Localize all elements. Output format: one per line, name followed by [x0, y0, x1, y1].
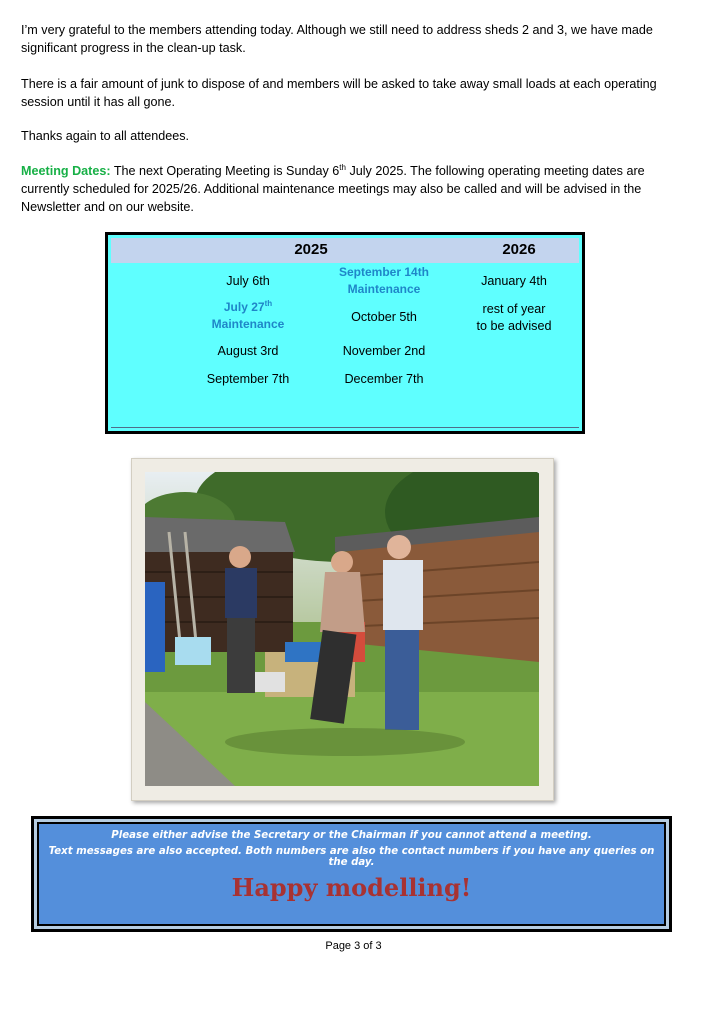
date-september-14: September 14th — [338, 265, 430, 279]
date-july-27-sup: th — [264, 299, 273, 308]
maintenance-note-september: Maintenance — [347, 282, 421, 296]
rest-of-year-note — [454, 301, 574, 335]
maintenance-note-july: Maintenance — [211, 317, 285, 331]
page-number: Page 3 of 3 — [325, 940, 382, 952]
meeting-dates-text-b: July 2025. The following operating meeting dates are currently scheduled for 2025/26. Additional maintenance meetings may also be called and will be advised in the Newsletter and on our website. — [21, 164, 645, 214]
date-october-5: October 5th — [351, 310, 417, 324]
contact-notice-line1: Please either advise the Secretary or the Chairman if you cannot attend a meeting. — [111, 830, 592, 841]
meeting-dates-text-a: The next Operating Meeting is Sunday 6 — [110, 164, 340, 178]
paragraph-gratitude: I’m very grateful to the members attending today. Although we still need to address sheds 2 and 3, we have made significant progress in the clean-up task. — [21, 23, 653, 55]
header-2026: 2026 — [502, 241, 536, 258]
date-july-27: July 27 — [223, 300, 265, 314]
contact-notice-box — [31, 816, 672, 932]
rest-of-year-line2: to be advised — [476, 319, 552, 333]
photo-illustration — [145, 472, 539, 786]
date-july-6: July 6th — [226, 274, 270, 288]
meeting-schedule-table — [105, 232, 585, 434]
contact-notice-line2: Text messages are also accepted. Both numbers are also the contact numbers if you have any queries on the day. — [48, 846, 655, 868]
date-august-3: August 3rd — [217, 344, 279, 358]
date-september-14-maintenance — [304, 264, 464, 298]
paragraph-thanks: Thanks again to all attendees. — [21, 129, 190, 143]
happy-modelling-heading: Happy modelling! — [231, 873, 472, 902]
schedule-bottom-rule — [111, 427, 579, 428]
date-september-7: September 7th — [206, 372, 290, 386]
header-2025: 2025 — [294, 241, 328, 258]
date-january-4: January 4th — [481, 274, 547, 288]
members-cleanup-photo — [145, 472, 539, 786]
meeting-dates-label: Meeting Dates: — [21, 164, 111, 178]
photo-frame — [131, 458, 554, 801]
footer-panel — [39, 824, 664, 924]
date-december-7: December 7th — [344, 372, 424, 386]
schedule-header-row — [111, 238, 579, 263]
rest-of-year-line1: rest of year — [482, 302, 546, 316]
meeting-dates-sup: th — [339, 162, 346, 172]
date-november-2: November 2nd — [342, 344, 426, 358]
footer-border-dark — [37, 822, 666, 926]
paragraph-meeting-dates — [21, 162, 691, 216]
paragraph-junk-disposal: There is a fair amount of junk to dispose of and members will be asked to take away small loads at each operating session until it has all gone. — [21, 77, 657, 109]
